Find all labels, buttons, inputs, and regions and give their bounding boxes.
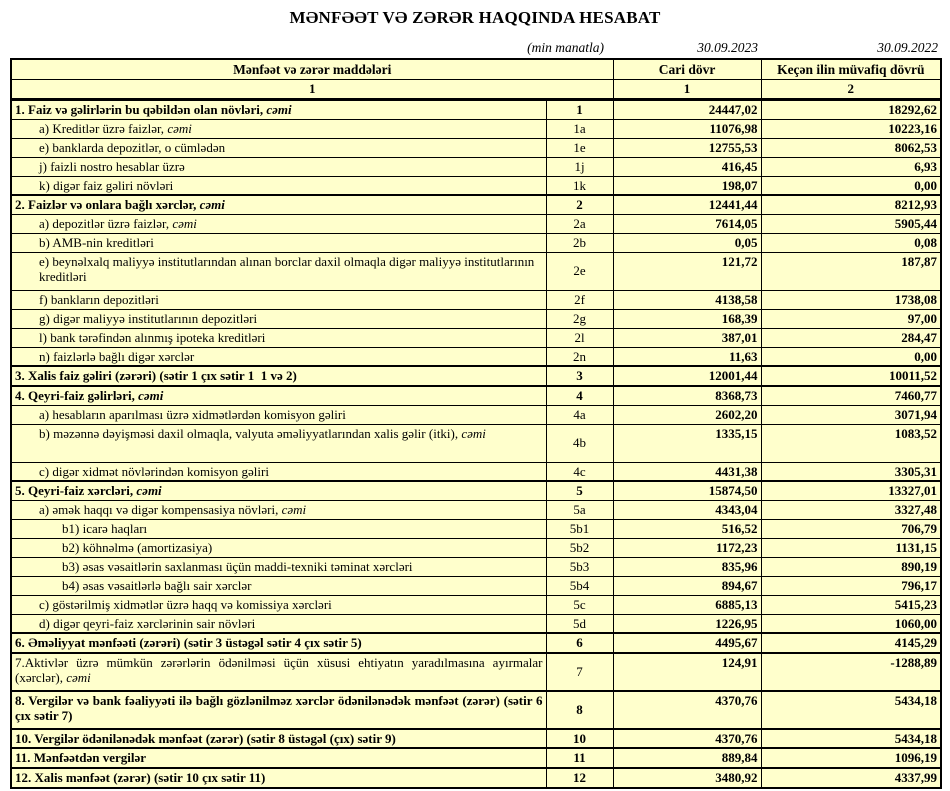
row-code-cell: 4: [546, 386, 613, 405]
current-value-cell: 6885,13: [613, 595, 761, 614]
row-label-italic-suffix: cəmi: [266, 101, 292, 117]
report-table-body: [11, 99, 941, 787]
row-label: j) faizli nostro hesablar üzrə: [39, 158, 185, 174]
table-row: [11, 538, 941, 557]
unit-note: (min manatla): [527, 40, 604, 55]
index-previous-column: 2: [761, 80, 941, 100]
row-code-cell: 1: [546, 99, 613, 119]
row-label-italic-suffix: cəmi: [138, 387, 164, 403]
current-value-cell: 894,67: [613, 576, 761, 595]
row-label: 3. Xalis faiz gəliri (zərəri) (sətir 1 çıx sətir 1 1 və 2): [15, 368, 297, 384]
row-label-cell: [11, 653, 546, 691]
current-value-cell: 4343,04: [613, 500, 761, 519]
previous-value-cell: 890,19: [761, 557, 941, 576]
row-code-cell: 5b1: [546, 519, 613, 538]
row-label: 6. Əməliyyat mənfəəti (zərəri) (sətir 3 üstəgəl sətir 4 çıx sətir 5): [15, 635, 362, 651]
row-code-cell: 4c: [546, 462, 613, 481]
row-label: 7.Aktivlər üzrə mümkün zərərlərin ödənilməsi üçün xüsusi ehtiyatın yaradılmasına ayırmalar (xərclər),: [15, 654, 543, 686]
table-row: [11, 157, 941, 176]
current-value-cell: 516,52: [613, 519, 761, 538]
row-label-cell: [11, 176, 546, 195]
previous-value-cell: 3305,31: [761, 462, 941, 481]
row-label: a) Kreditlər üzrə faizlər,: [39, 120, 168, 136]
previous-value-cell: 1738,08: [761, 290, 941, 309]
table-row: [11, 176, 941, 195]
current-value-cell: 198,07: [613, 176, 761, 195]
table-row: [11, 691, 941, 729]
row-label-italic-suffix: cəmi: [172, 215, 197, 231]
row-label: k) digər faiz gəliri növləri: [39, 177, 174, 193]
current-value-cell: 12001,44: [613, 366, 761, 386]
current-value-cell: 0,05: [613, 233, 761, 252]
row-label: l) bank tərəfindən alınmış ipoteka kreditləri: [39, 329, 266, 345]
row-label-italic-suffix: cəmi: [167, 120, 192, 136]
table-header: [11, 59, 941, 100]
current-value-cell: 4370,76: [613, 691, 761, 729]
current-value-cell: 11,63: [613, 347, 761, 366]
index-current-column: 1: [613, 80, 761, 100]
previous-value-cell: 6,93: [761, 157, 941, 176]
row-code-cell: 10: [546, 729, 613, 749]
row-label-cell: [11, 99, 546, 119]
header-items-column: Mənfəət və zərər maddələri: [11, 59, 613, 80]
current-value-cell: 4431,38: [613, 462, 761, 481]
row-label-cell: [11, 195, 546, 214]
row-label: 2. Faizlər və onlara bağlı xərclər,: [15, 197, 200, 213]
current-value-cell: 12441,44: [613, 195, 761, 214]
table-row: [11, 481, 941, 500]
row-label-italic-suffix: cəmi: [66, 670, 91, 686]
table-row: [11, 653, 941, 691]
row-label: b1) icarə haqları: [62, 520, 148, 536]
row-code-cell: 2l: [546, 328, 613, 347]
row-label-cell: [11, 309, 546, 328]
row-label: c) digər xidmət növlərindən komisyon gəliri: [39, 463, 269, 479]
current-value-cell: 4495,67: [613, 633, 761, 653]
row-label-cell: [11, 290, 546, 309]
header-row-indexes: [11, 80, 941, 100]
row-code-cell: 5b2: [546, 538, 613, 557]
current-value-cell: 387,01: [613, 328, 761, 347]
previous-value-cell: 796,17: [761, 576, 941, 595]
row-label-italic-suffix: cəmi: [199, 197, 225, 213]
previous-value-cell: 97,00: [761, 309, 941, 328]
row-label-cell: [11, 214, 546, 233]
previous-value-cell: 13327,01: [761, 481, 941, 500]
current-value-cell: 168,39: [613, 309, 761, 328]
previous-value-cell: -1288,89: [761, 653, 941, 691]
row-code-cell: 1j: [546, 157, 613, 176]
row-label-italic-suffix: cəmi: [136, 483, 162, 499]
row-label-cell: [11, 138, 546, 157]
previous-value-cell: 0,08: [761, 233, 941, 252]
current-value-cell: 11076,98: [613, 119, 761, 138]
row-label: 1. Faiz və gəlirlərin bu qəbildən olan növləri,: [15, 101, 267, 117]
row-label-cell: [11, 633, 546, 653]
row-label: 8. Vergilər və bank fəaliyyəti ilə bağlı gözlənilməz xərclər ödənilənədək mənfəət (zərər) (sətir 6 çıx sətir 7): [15, 692, 543, 724]
row-code-cell: 6: [546, 633, 613, 653]
previous-value-cell: 187,87: [761, 252, 941, 290]
row-label-italic-suffix: cəmi: [461, 425, 486, 441]
row-code-cell: 5b3: [546, 557, 613, 576]
report-date-previous: 30.09.2022: [877, 40, 938, 55]
row-label: b3) əsas vəsaitlərin saxlanması üçün maddi-texniki təminat xərcləri: [62, 558, 413, 574]
row-label: b) məzənnə dəyişməsi daxil olmaqla, valyuta əməliyyatlarından xalis gəlir (itki),: [39, 425, 462, 441]
table-row: [11, 233, 941, 252]
previous-value-cell: 8062,53: [761, 138, 941, 157]
previous-value-cell: 4337,99: [761, 768, 941, 788]
current-value-cell: 121,72: [613, 252, 761, 290]
row-label-cell: [11, 386, 546, 405]
previous-value-cell: 0,00: [761, 347, 941, 366]
previous-value-cell: 1096,19: [761, 748, 941, 768]
previous-value-cell: 1131,15: [761, 538, 941, 557]
current-value-cell: 889,84: [613, 748, 761, 768]
row-code-cell: 2f: [546, 290, 613, 309]
row-code-cell: 2g: [546, 309, 613, 328]
previous-value-cell: 10011,52: [761, 366, 941, 386]
row-label: 12. Xalis mənfəət (zərər) (sətir 10 çıx sətir 11): [15, 770, 266, 786]
row-label-cell: [11, 481, 546, 500]
row-label-cell: [11, 614, 546, 633]
table-row: [11, 214, 941, 233]
table-row: [11, 309, 941, 328]
report-date-current: 30.09.2023: [697, 40, 758, 55]
previous-value-cell: 3327,48: [761, 500, 941, 519]
profit-loss-table: [10, 58, 942, 789]
table-row: [11, 729, 941, 749]
row-code-cell: 1e: [546, 138, 613, 157]
row-code-cell: 5a: [546, 500, 613, 519]
row-label-cell: [11, 119, 546, 138]
row-label: 11. Mənfəətdən vergilər: [15, 750, 147, 766]
table-row: [11, 462, 941, 481]
previous-value-cell: 284,47: [761, 328, 941, 347]
previous-value-cell: 0,00: [761, 176, 941, 195]
row-label: a) depozitlər üzrə faizlər,: [39, 215, 173, 231]
current-value-cell: 15874,50: [613, 481, 761, 500]
table-row: [11, 290, 941, 309]
row-label: a) əmək haqqı və digər kompensasiya növləri,: [39, 501, 282, 517]
row-label: b) AMB-nin kreditləri: [39, 234, 154, 250]
row-label: 10. Vergilər ödənilənədək mənfəət (zərər) (sətir 8 üstəgəl (çıx) sətir 9): [15, 730, 396, 746]
meta-row: [10, 41, 940, 56]
row-code-cell: 11: [546, 748, 613, 768]
page-title: MƏNFƏƏT VƏ ZƏRƏR HAQQINDA HESABAT: [289, 8, 661, 27]
header-row-titles: [11, 59, 941, 80]
current-value-cell: 124,91: [613, 653, 761, 691]
row-code-cell: 4a: [546, 405, 613, 424]
row-code-cell: 2b: [546, 233, 613, 252]
table-row: [11, 366, 941, 386]
table-row: [11, 138, 941, 157]
row-code-cell: 2: [546, 195, 613, 214]
row-label-cell: [11, 768, 546, 788]
current-value-cell: 835,96: [613, 557, 761, 576]
current-value-cell: 1226,95: [613, 614, 761, 633]
row-code-cell: 5b4: [546, 576, 613, 595]
previous-value-cell: 3071,94: [761, 405, 941, 424]
table-row: [11, 347, 941, 366]
table-row: [11, 328, 941, 347]
row-label-cell: [11, 347, 546, 366]
row-label-cell: [11, 366, 546, 386]
previous-value-cell: 5415,23: [761, 595, 941, 614]
previous-value-cell: 18292,62: [761, 99, 941, 119]
row-code-cell: 1a: [546, 119, 613, 138]
current-value-cell: 1335,15: [613, 424, 761, 462]
current-value-cell: 4370,76: [613, 729, 761, 749]
current-value-cell: 12755,53: [613, 138, 761, 157]
previous-value-cell: 1060,00: [761, 614, 941, 633]
row-label-cell: [11, 405, 546, 424]
previous-value-cell: 5905,44: [761, 214, 941, 233]
row-code-cell: 2e: [546, 252, 613, 290]
row-label: f) bankların depozitləri: [39, 291, 159, 307]
row-label-cell: [11, 519, 546, 538]
previous-value-cell: 706,79: [761, 519, 941, 538]
current-value-cell: 1172,23: [613, 538, 761, 557]
previous-value-cell: 1083,52: [761, 424, 941, 462]
header-previous-period: Keçən ilin müvafiq dövrü: [761, 59, 941, 80]
previous-value-cell: 8212,93: [761, 195, 941, 214]
table-row: [11, 614, 941, 633]
table-row: [11, 768, 941, 788]
row-label-cell: [11, 500, 546, 519]
row-label: b4) əsas vəsaitlərlə bağlı sair xərclər: [62, 577, 252, 593]
table-row: [11, 386, 941, 405]
current-value-cell: 24447,02: [613, 99, 761, 119]
table-row: [11, 519, 941, 538]
table-row: [11, 748, 941, 768]
row-label: n) faizlərlə bağlı digər xərclər: [39, 348, 195, 364]
table-row: [11, 405, 941, 424]
row-label: e) beynəlxalq maliyyə institutlarından alınan borclar daxil olmaqla digər maliyyə institutlarının kreditləri: [39, 253, 535, 285]
table-row: [11, 99, 941, 119]
row-code-cell: 5: [546, 481, 613, 500]
row-label-cell: [11, 557, 546, 576]
row-label: c) göstərilmiş xidmətlər üzrə haqq və komissiya xərcləri: [39, 596, 332, 612]
table-row: [11, 557, 941, 576]
row-code-cell: 3: [546, 366, 613, 386]
previous-value-cell: 5434,18: [761, 691, 941, 729]
current-value-cell: 3480,92: [613, 768, 761, 788]
row-label: 5. Qeyri-faiz xərcləri,: [15, 483, 137, 499]
row-code-cell: 7: [546, 653, 613, 691]
current-value-cell: 4138,58: [613, 290, 761, 309]
row-label-cell: [11, 729, 546, 749]
row-label-cell: [11, 328, 546, 347]
row-label-cell: [11, 462, 546, 481]
table-row: [11, 195, 941, 214]
row-label: 4. Qeyri-faiz gəlirləri,: [15, 387, 139, 403]
previous-value-cell: 5434,18: [761, 729, 941, 749]
current-value-cell: 7614,05: [613, 214, 761, 233]
header-current-period: Cari dövr: [613, 59, 761, 80]
row-label: a) hesabların aparılması üzrə xidmətlərdən komisyon gəliri: [39, 406, 346, 422]
row-code-cell: 8: [546, 691, 613, 729]
row-label-cell: [11, 424, 546, 462]
row-label-italic-suffix: cəmi: [281, 501, 307, 517]
previous-value-cell: 10223,16: [761, 119, 941, 138]
table-row: [11, 252, 941, 290]
index-items-column: 1: [11, 80, 613, 100]
row-label: b2) köhnəlmə (amortizasiya): [62, 539, 213, 555]
row-label-cell: [11, 252, 546, 290]
table-row: [11, 424, 941, 462]
table-row: [11, 576, 941, 595]
row-code-cell: 2a: [546, 214, 613, 233]
row-label-cell: [11, 691, 546, 729]
current-value-cell: 8368,73: [613, 386, 761, 405]
row-code-cell: 12: [546, 768, 613, 788]
current-value-cell: 416,45: [613, 157, 761, 176]
previous-value-cell: 4145,29: [761, 633, 941, 653]
row-code-cell: 1k: [546, 176, 613, 195]
table-row: [11, 595, 941, 614]
row-label: g) digər maliyyə institutlarının depozitləri: [39, 310, 258, 326]
row-label-cell: [11, 157, 546, 176]
current-value-cell: 2602,20: [613, 405, 761, 424]
row-code-cell: 5d: [546, 614, 613, 633]
row-label-cell: [11, 233, 546, 252]
row-label-cell: [11, 595, 546, 614]
row-label-cell: [11, 576, 546, 595]
row-code-cell: 4b: [546, 424, 613, 462]
row-label: e) banklarda depozitlər, o cümlədən: [39, 139, 226, 155]
table-row: [11, 633, 941, 653]
row-label: d) digər qeyri-faiz xərclərinin sair növləri: [39, 615, 256, 631]
table-row: [11, 119, 941, 138]
row-code-cell: 2n: [546, 347, 613, 366]
row-label-cell: [11, 748, 546, 768]
previous-value-cell: 7460,77: [761, 386, 941, 405]
row-code-cell: 5c: [546, 595, 613, 614]
row-label-cell: [11, 538, 546, 557]
table-row: [11, 500, 941, 519]
